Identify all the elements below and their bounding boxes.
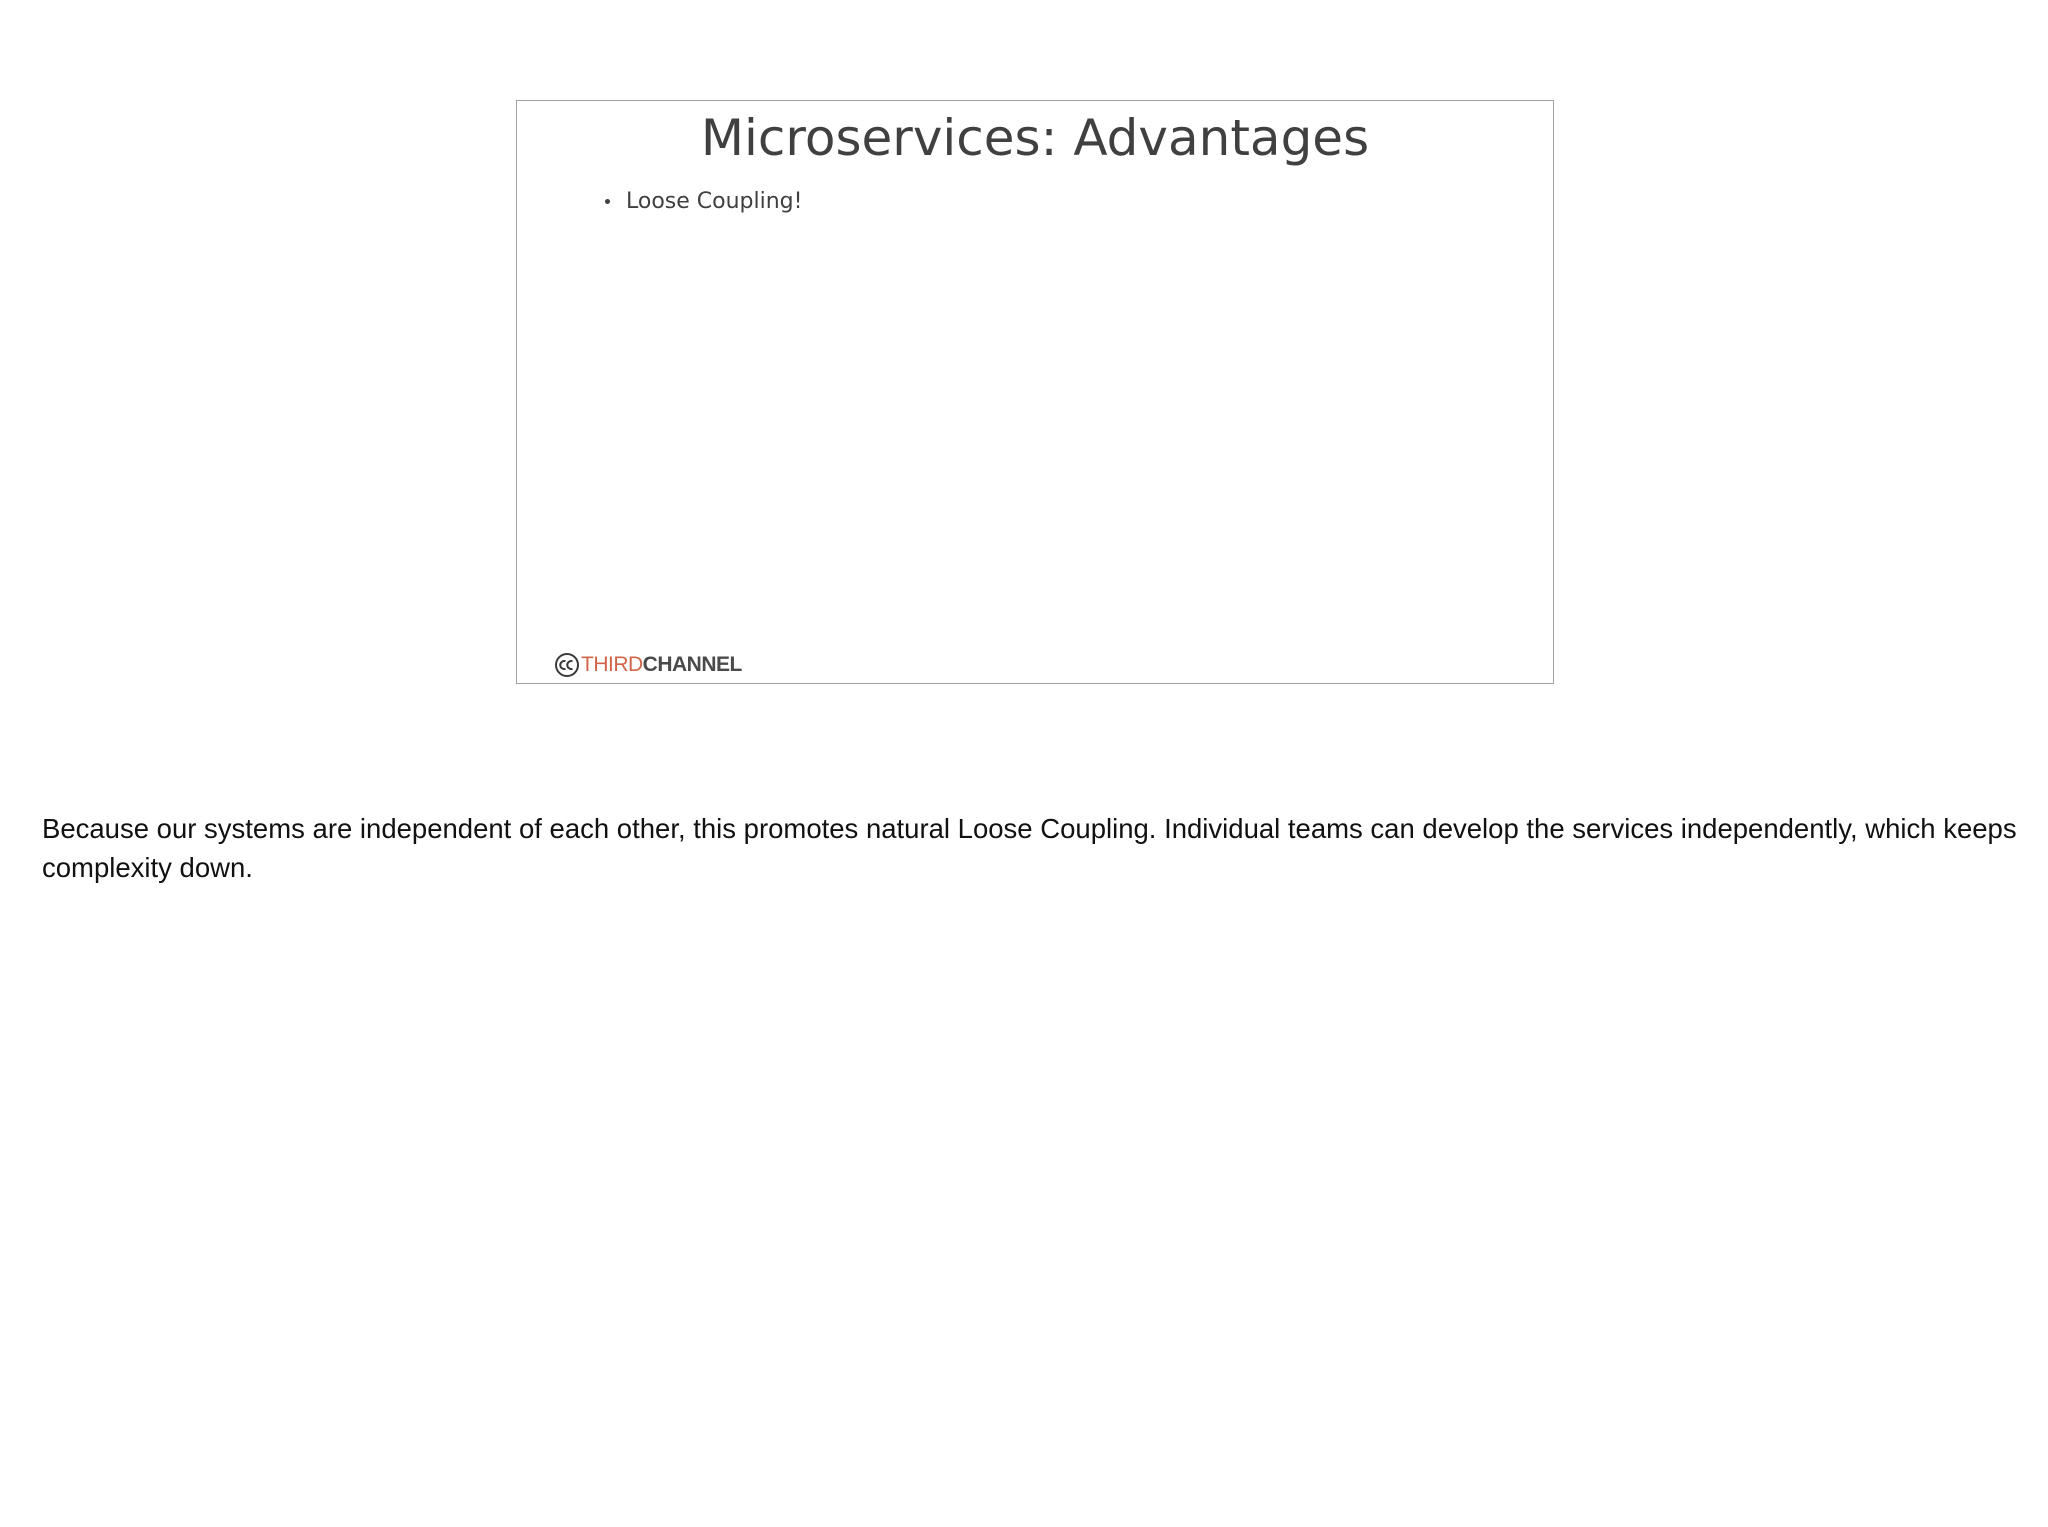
presenter-notes: Because our systems are independent of each other, this promotes natural Loose Coupling. Individual teams can develop the services independently, which keeps complexity down. bbox=[42, 813, 2017, 883]
bullet-item bbox=[605, 189, 802, 214]
bullet-list bbox=[605, 189, 802, 214]
thirdchannel-logo-mark-icon bbox=[555, 653, 579, 677]
slide-title: Microservices: Advantages bbox=[700, 109, 1370, 167]
bullet-text: Loose Coupling! bbox=[626, 189, 803, 214]
logo-text-channel: CHANNEL bbox=[642, 653, 742, 676]
thirdchannel-logo bbox=[555, 651, 742, 679]
logo-text-third: THIRD bbox=[581, 653, 643, 676]
slide-preview bbox=[516, 100, 1554, 684]
bullet-dot-icon bbox=[605, 199, 610, 204]
